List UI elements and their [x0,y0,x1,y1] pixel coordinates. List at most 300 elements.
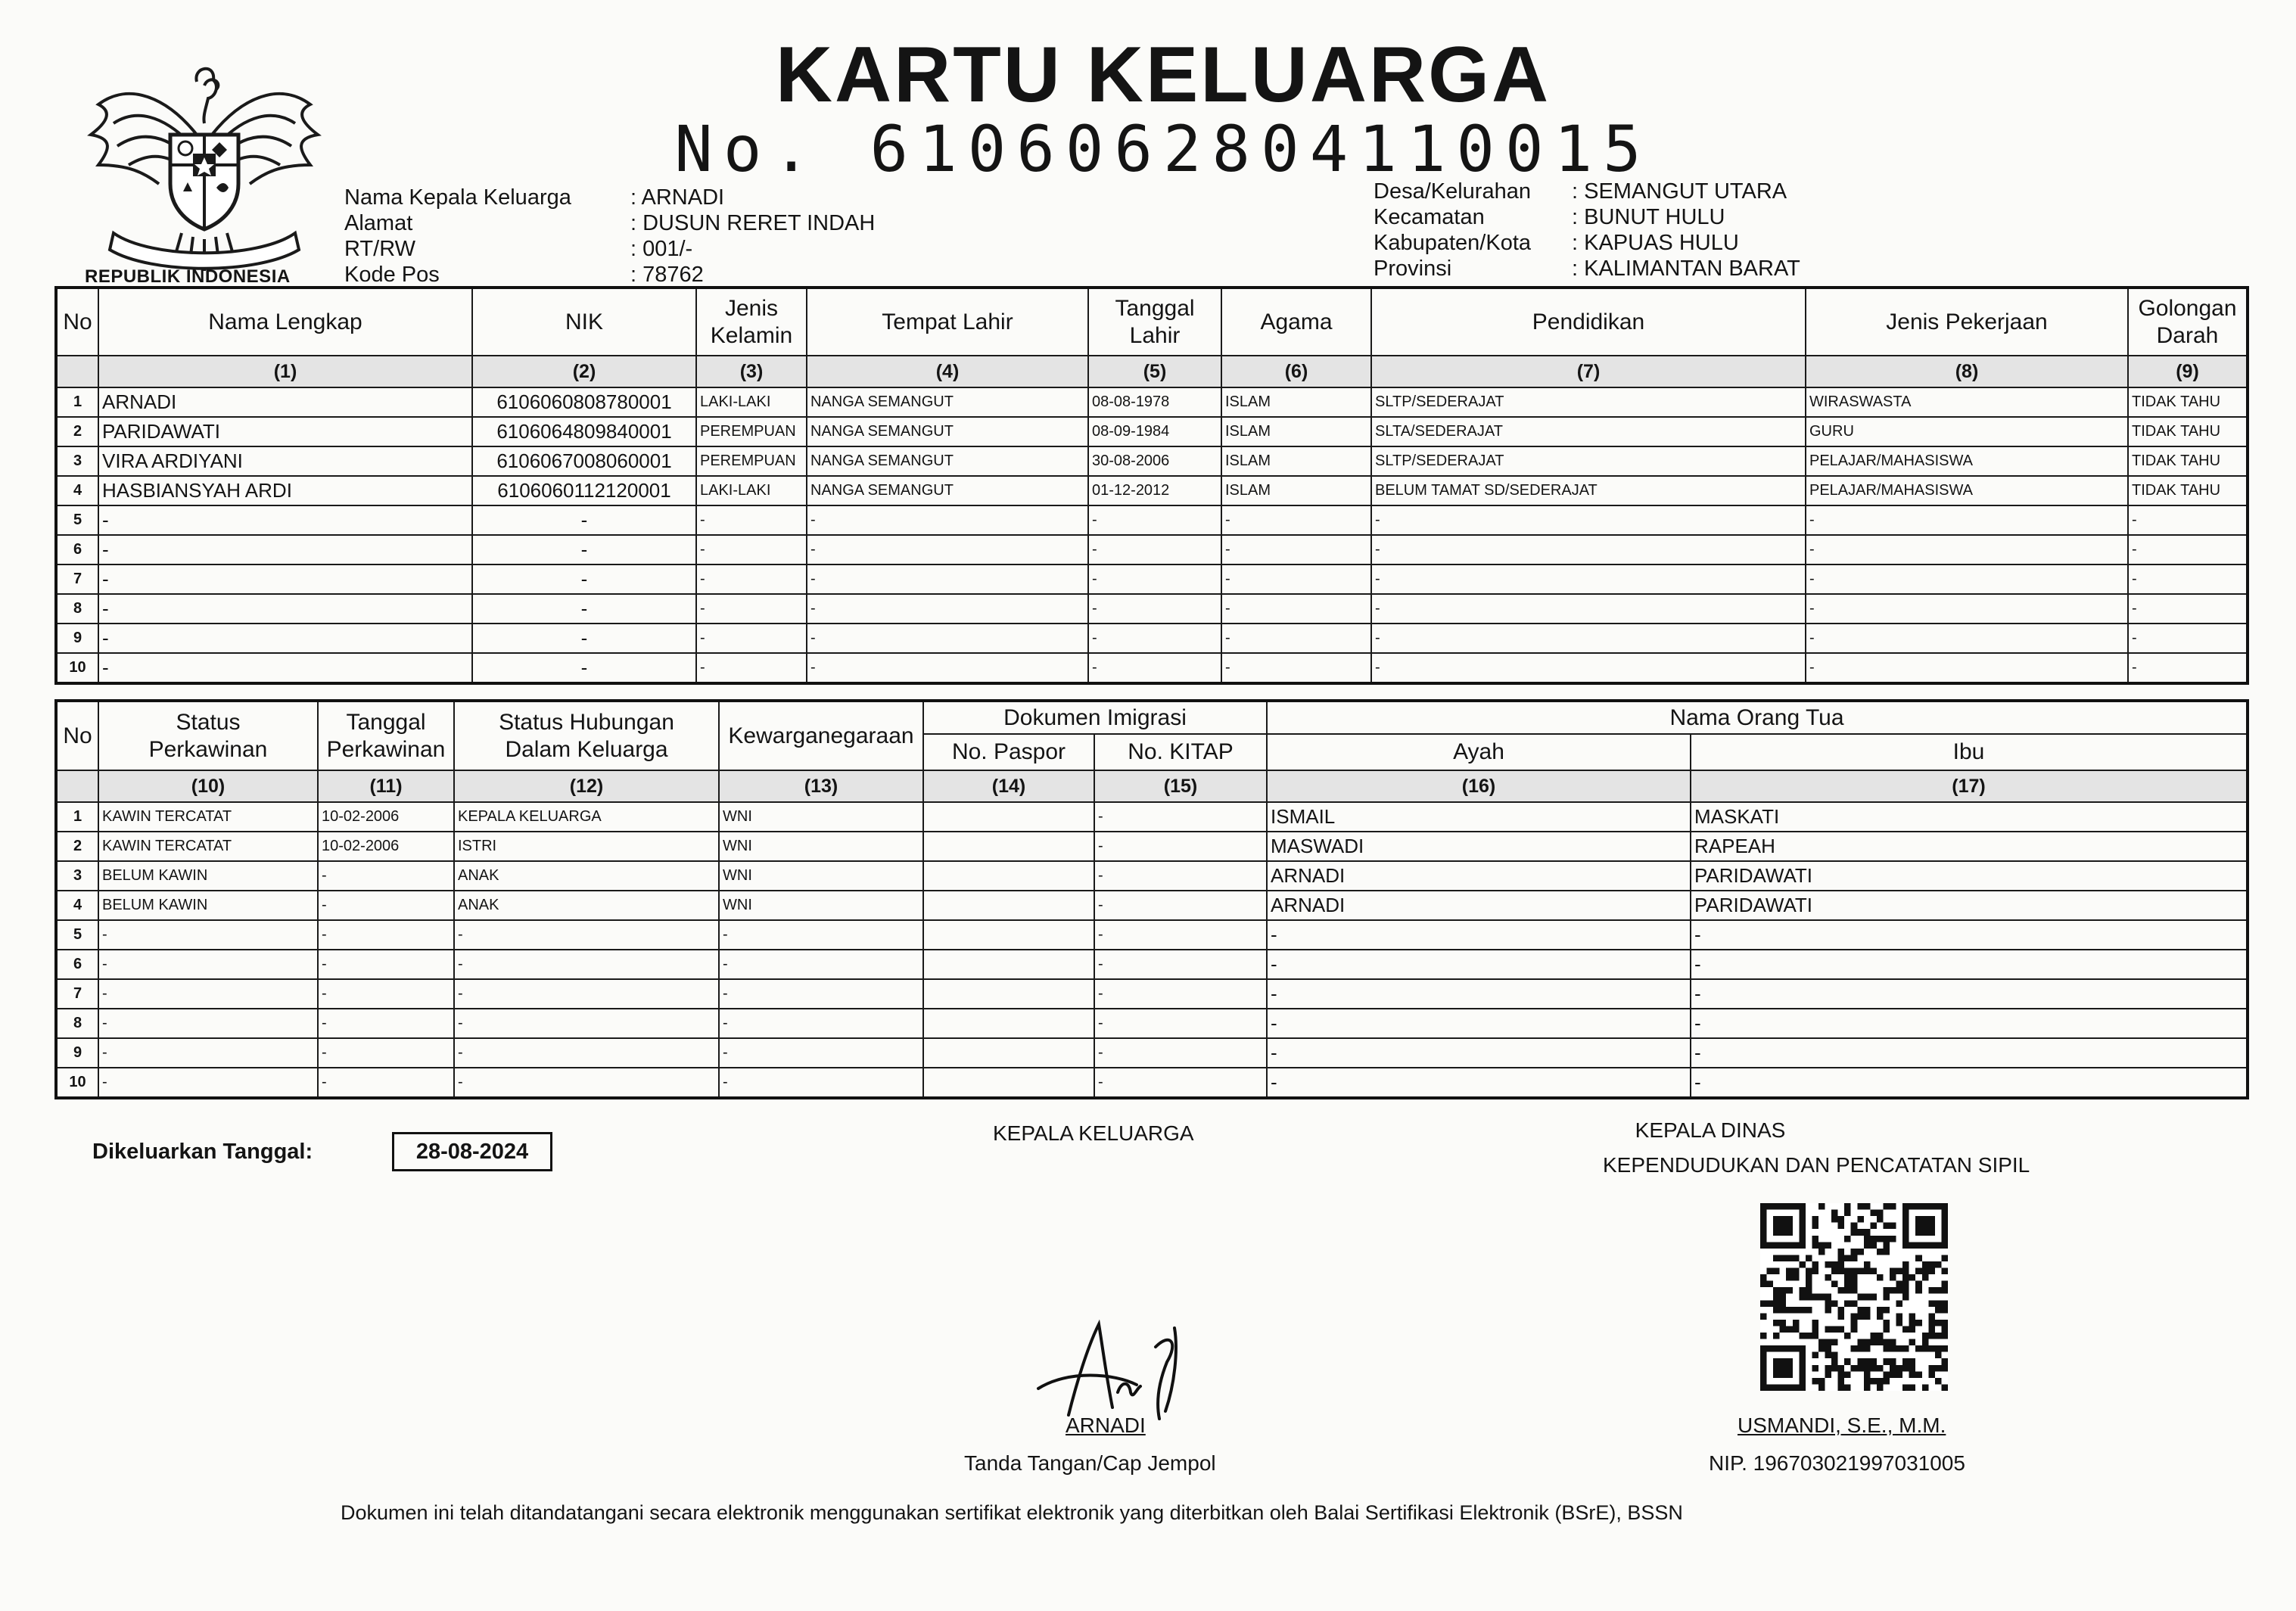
info-row-nama-kepala [344,185,724,210]
cell-jenis-pekerjaan: - [1806,624,2128,653]
cell-status-perkawinan: - [98,1038,318,1068]
cell-tanggal-lahir: 08-09-1984 [1088,417,1221,446]
cell-no-kitap: - [1094,1068,1267,1098]
issued-date-value: 28-08-2024 [392,1132,552,1171]
cell-tanggal-perkawinan: - [318,979,454,1009]
cell-status-perkawinan: KAWIN TERCATAT [98,802,318,832]
cell-agama: - [1221,653,1371,683]
column-number-cell: (2) [472,356,696,387]
family-head-name: ARNADI [1066,1414,1146,1437]
cell-nama-lengkap: - [98,564,472,594]
row-number: 10 [56,1068,98,1098]
cell-status-hubungan: - [454,1038,719,1068]
info-value: : DUSUN RERET INDAH [630,211,876,235]
info-label: Kecamatan [1374,205,1485,229]
cell-nama-lengkap: - [98,535,472,564]
cell-kewarganegaraan: - [719,1068,923,1098]
cell-status-hubungan: ISTRI [454,832,719,861]
col-header-kewarganegaraan: Kewarganegaraan [719,701,923,770]
cell-nama-lengkap: HASBIANSYAH ARDI [98,476,472,505]
row-number: 2 [56,417,98,446]
cell-no-kitap: - [1094,832,1267,861]
cell-jenis-kelamin: LAKI-LAKI [696,476,807,505]
family-status-table [54,699,2249,1099]
cell-jenis-kelamin: - [696,535,807,564]
cell-jenis-pekerjaan: WIRASWASTA [1806,387,2128,417]
cell-tanggal-perkawinan: - [318,861,454,891]
cell-kewarganegaraan: WNI [719,891,923,920]
cell-no-kitap: - [1094,802,1267,832]
cell-agama: - [1221,535,1371,564]
cell-tempat-lahir: NANGA SEMANGUT [807,417,1088,446]
cell-tanggal-lahir: 08-08-1978 [1088,387,1221,417]
cell-nama-lengkap: - [98,624,472,653]
signature-caption: Tanda Tangan/Cap Jempol [964,1451,1216,1475]
cell-pendidikan: SLTA/SEDERAJAT [1371,417,1806,446]
cell-nik: 6106060808780001 [472,387,696,417]
row-number: 10 [56,653,98,683]
cell-no-paspor [923,950,1094,979]
cell-agama: ISLAM [1221,417,1371,446]
col-header-line: Perkawinan [326,736,446,762]
cell-nama-ibu: PARIDAWATI [1691,891,2248,920]
info-label: Kode Pos [344,263,440,287]
cell-no-paspor [923,891,1094,920]
info-value: : 78762 [630,263,704,287]
qr-code-icon [1760,1203,1948,1391]
cell-tanggal-lahir: - [1088,653,1221,683]
info-label: Alamat [344,211,413,235]
column-number-cell: (5) [1088,356,1221,387]
col-header-line: Perkawinan [148,736,268,762]
cell-jenis-kelamin: - [696,653,807,683]
cell-golongan-darah: - [2128,505,2248,535]
row-number: 3 [56,861,98,891]
info-label: Nama Kepala Keluarga [344,185,571,210]
cell-nik: - [472,653,696,683]
cell-kewarganegaraan: WNI [719,861,923,891]
col-header-ayah: Ayah [1267,734,1691,770]
cell-no-paspor [923,1068,1094,1098]
cell-nama-lengkap: VIRA ARDIYANI [98,446,472,476]
cell-golongan-darah: TIDAK TAHU [2128,446,2248,476]
cell-tempat-lahir: - [807,564,1088,594]
cell-tanggal-lahir: - [1088,535,1221,564]
col-header-tanggal-perkawinan [318,701,454,770]
cell-nama-ibu: MASKATI [1691,802,2248,832]
column-number-cell: (4) [807,356,1088,387]
info-value: : SEMANGUT UTARA [1572,179,1787,204]
col-header-line: Status [176,709,241,735]
col-header-tempat-lahir: Tempat Lahir [807,288,1088,356]
cell-pendidikan: SLTP/SEDERAJAT [1371,446,1806,476]
cell-jenis-pekerjaan: PELAJAR/MAHASISWA [1806,476,2128,505]
cell-status-perkawinan: - [98,1009,318,1038]
row-number: 1 [56,387,98,417]
cell-pendidikan: SLTP/SEDERAJAT [1371,387,1806,417]
cell-nama-ibu: PARIDAWATI [1691,861,2248,891]
row-number: 6 [56,535,98,564]
col-header-pendidikan: Pendidikan [1371,288,1806,356]
row-number: 7 [56,979,98,1009]
cell-nama-ibu: RAPEAH [1691,832,2248,861]
table-row [56,979,2248,1009]
info-value: : KAPUAS HULU [1572,231,1739,255]
column-number-cell [56,356,98,387]
column-number-cell: (15) [1094,770,1267,802]
cell-nik: 6106064809840001 [472,417,696,446]
cell-tempat-lahir: NANGA SEMANGUT [807,446,1088,476]
cell-no-paspor [923,979,1094,1009]
cell-nama-ayah: MASWADI [1267,832,1691,861]
info-row-desa [1374,179,1787,204]
cell-nama-ayah: ARNADI [1267,861,1691,891]
row-number: 7 [56,564,98,594]
row-number: 6 [56,950,98,979]
cell-tempat-lahir: NANGA SEMANGUT [807,476,1088,505]
cell-tempat-lahir: - [807,505,1088,535]
cell-nama-ibu: - [1691,979,2248,1009]
cell-kewarganegaraan: - [719,950,923,979]
row-number: 8 [56,1009,98,1038]
cell-status-perkawinan: KAWIN TERCATAT [98,832,318,861]
table-row [56,624,2248,653]
info-label: Kabupaten/Kota [1374,231,1532,255]
col-header-jenis-pekerjaan: Jenis Pekerjaan [1806,288,2128,356]
cell-no-kitap: - [1094,979,1267,1009]
cell-jenis-pekerjaan: PELAJAR/MAHASISWA [1806,446,2128,476]
cell-agama: - [1221,594,1371,624]
cell-nik: - [472,564,696,594]
cell-pendidikan: - [1371,505,1806,535]
table-row [56,594,2248,624]
cell-nik: - [472,505,696,535]
col-header-nama-orang-tua: Nama Orang Tua [1267,701,2248,734]
col-header-line: Kelamin [710,322,793,348]
info-value: : KALIMANTAN BARAT [1572,257,1800,281]
cell-jenis-kelamin: - [696,594,807,624]
cell-golongan-darah: TIDAK TAHU [2128,417,2248,446]
column-number-cell: (14) [923,770,1094,802]
table-row [56,832,2248,861]
cell-kewarganegaraan: - [719,1009,923,1038]
cell-golongan-darah: - [2128,535,2248,564]
cell-tanggal-perkawinan: 10-02-2006 [318,832,454,861]
cell-status-hubungan: - [454,1009,719,1038]
row-number: 2 [56,832,98,861]
column-number-cell: (10) [98,770,318,802]
cell-tanggal-perkawinan: - [318,1038,454,1068]
table-row [56,802,2248,832]
cell-nama-lengkap: PARIDAWATI [98,417,472,446]
cell-nama-ayah: ISMAIL [1267,802,1691,832]
emblem-caption: REPUBLIK INDONESIA [85,266,291,287]
cell-status-perkawinan: - [98,979,318,1009]
row-number: 4 [56,891,98,920]
cell-status-hubungan: KEPALA KELUARGA [454,802,719,832]
cell-jenis-pekerjaan: - [1806,594,2128,624]
cell-no-paspor [923,1038,1094,1068]
cell-tanggal-perkawinan: - [318,920,454,950]
cell-jenis-kelamin: - [696,505,807,535]
col-header-line: Status Hubungan [499,709,674,735]
cell-no-paspor [923,861,1094,891]
cell-agama: - [1221,624,1371,653]
info-row-kabupaten [1374,230,1739,256]
col-header-line: Jenis [724,295,779,321]
col-header-no-paspor: No. Paspor [923,734,1094,770]
cell-no-paspor [923,802,1094,832]
cell-nik: 6106067008060001 [472,446,696,476]
row-number: 9 [56,1038,98,1068]
table-row [56,476,2248,505]
cell-tanggal-lahir: - [1088,594,1221,624]
cell-nama-ayah: - [1267,1068,1691,1098]
table-row [56,950,2248,979]
column-number-row [56,356,2248,387]
family-head-title: KEPALA KELUARGA [993,1121,1194,1145]
cell-kewarganegaraan: - [719,1038,923,1068]
cell-nama-ibu: - [1691,1038,2248,1068]
cell-golongan-darah: - [2128,564,2248,594]
cell-nik: - [472,594,696,624]
cell-golongan-darah: TIDAK TAHU [2128,476,2248,505]
cell-status-hubungan: - [454,950,719,979]
info-value: : 001/- [630,237,693,261]
family-members-table [54,286,2249,685]
cell-golongan-darah: - [2128,624,2248,653]
column-number-cell: (16) [1267,770,1691,802]
table-row [56,1038,2248,1068]
row-number: 5 [56,920,98,950]
cell-no-paspor [923,1009,1094,1038]
cell-status-hubungan: ANAK [454,891,719,920]
cell-status-hubungan: - [454,979,719,1009]
col-header-status-perkawinan [98,701,318,770]
row-number: 4 [56,476,98,505]
cell-nama-ibu: - [1691,950,2248,979]
col-header-line: Tanggal [346,709,426,735]
cell-nama-ayah: ARNADI [1267,891,1691,920]
cell-no-kitap: - [1094,1009,1267,1038]
info-row-provinsi [1374,256,1800,281]
cell-nama-ayah: - [1267,1009,1691,1038]
cell-tanggal-lahir: - [1088,564,1221,594]
e-signature-footnote: Dokumen ini telah ditandatangani secara elektronik menggunakan sertifikat elektronik yang diterbitkan oleh Balai Sertifikasi Elektronik (BSrE), BSSN [341,1501,1683,1524]
row-number: 9 [56,624,98,653]
row-number: 3 [56,446,98,476]
cell-status-perkawinan: BELUM KAWIN [98,861,318,891]
info-value: : BUNUT HULU [1572,205,1725,229]
cell-nama-ayah: - [1267,1038,1691,1068]
cell-jenis-pekerjaan: - [1806,505,2128,535]
cell-pendidikan: - [1371,653,1806,683]
cell-jenis-kelamin: PEREMPUAN [696,446,807,476]
table-row [56,891,2248,920]
table-row [56,1009,2248,1038]
info-label: RT/RW [344,237,415,261]
column-number-cell: (1) [98,356,472,387]
cell-tempat-lahir: - [807,624,1088,653]
table-row [56,564,2248,594]
column-number-cell: (13) [719,770,923,802]
official-nip: NIP. 196703021997031005 [1709,1451,1965,1475]
column-number-cell: (12) [454,770,719,802]
col-header-tanggal-lahir [1088,288,1221,356]
cell-pendidikan: - [1371,535,1806,564]
cell-no-paspor [923,832,1094,861]
cell-nama-ibu: - [1691,920,2248,950]
cell-tanggal-perkawinan: - [318,891,454,920]
cell-nama-lengkap: ARNADI [98,387,472,417]
col-header-line: Darah [2156,322,2219,348]
cell-golongan-darah: - [2128,653,2248,683]
cell-kewarganegaraan: WNI [719,802,923,832]
cell-tanggal-lahir: - [1088,624,1221,653]
cell-nama-ayah: - [1267,920,1691,950]
cell-no-paspor [923,920,1094,950]
cell-tempat-lahir: NANGA SEMANGUT [807,387,1088,417]
cell-tanggal-perkawinan: 10-02-2006 [318,802,454,832]
cell-nama-ibu: - [1691,1009,2248,1038]
cell-agama: - [1221,564,1371,594]
table-header-row [56,288,2248,356]
col-header-jenis-kelamin [696,288,807,356]
table-row [56,535,2248,564]
col-header-no: No [56,288,98,356]
col-header-no: No [56,701,98,770]
row-number: 8 [56,594,98,624]
cell-nik: 6106060112120001 [472,476,696,505]
cell-jenis-pekerjaan: - [1806,535,2128,564]
cell-status-hubungan: - [454,920,719,950]
cell-nama-lengkap: - [98,653,472,683]
cell-tanggal-lahir: 30-08-2006 [1088,446,1221,476]
table-row [56,653,2248,683]
cell-nik: - [472,624,696,653]
cell-jenis-pekerjaan: - [1806,653,2128,683]
cell-status-perkawinan: - [98,950,318,979]
info-label: Provinsi [1374,257,1452,281]
cell-status-perkawinan: - [98,1068,318,1098]
info-label: Desa/Kelurahan [1374,179,1531,204]
cell-nama-lengkap: - [98,594,472,624]
table-row [56,861,2248,891]
cell-status-perkawinan: BELUM KAWIN [98,891,318,920]
cell-no-kitap: - [1094,950,1267,979]
cell-tempat-lahir: - [807,653,1088,683]
cell-pendidikan: - [1371,594,1806,624]
cell-tanggal-perkawinan: - [318,1068,454,1098]
cell-nama-ibu: - [1691,1068,2248,1098]
cell-golongan-darah: TIDAK TAHU [2128,387,2248,417]
cell-nik: - [472,535,696,564]
col-header-golongan-darah [2128,288,2248,356]
cell-kewarganegaraan: - [719,920,923,950]
agency-title: KEPALA DINAS [1635,1118,1786,1142]
cell-no-kitap: - [1094,920,1267,950]
cell-tanggal-perkawinan: - [318,1009,454,1038]
official-name: USMANDI, S.E., M.M. [1738,1414,1946,1437]
column-number-cell: (6) [1221,356,1371,387]
col-header-status-hubungan [454,701,719,770]
cell-tanggal-perkawinan: - [318,950,454,979]
cell-pendidikan: - [1371,624,1806,653]
table-row [56,387,2248,417]
cell-tanggal-lahir: 01-12-2012 [1088,476,1221,505]
row-number: 5 [56,505,98,535]
table-row [56,417,2248,446]
cell-jenis-kelamin: - [696,624,807,653]
col-header-nik: NIK [472,288,696,356]
info-value: : ARNADI [630,185,725,210]
info-row-kecamatan [1374,204,1725,230]
column-number-cell: (11) [318,770,454,802]
agency-name: KEPENDUDUKAN DAN PENCATATAN SIPIL [1603,1153,2030,1177]
table-row [56,920,2248,950]
col-header-dokumen-imigrasi: Dokumen Imigrasi [923,701,1267,734]
cell-pendidikan: - [1371,564,1806,594]
cell-agama: ISLAM [1221,476,1371,505]
cell-tempat-lahir: - [807,594,1088,624]
cell-no-kitap: - [1094,891,1267,920]
cell-no-kitap: - [1094,861,1267,891]
cell-nama-ayah: - [1267,979,1691,1009]
column-number-cell: (8) [1806,356,2128,387]
cell-tempat-lahir: - [807,535,1088,564]
info-row-alamat [344,210,875,236]
issued-date-label: Dikeluarkan Tanggal: [92,1140,313,1164]
col-header-ibu: Ibu [1691,734,2248,770]
col-header-line: Tanggal [1115,295,1195,321]
cell-kewarganegaraan: WNI [719,832,923,861]
cell-jenis-kelamin: PEREMPUAN [696,417,807,446]
col-header-line: Golongan [2138,295,2237,321]
cell-jenis-kelamin: - [696,564,807,594]
column-number-cell [56,770,98,802]
cell-agama: ISLAM [1221,446,1371,476]
col-header-agama: Agama [1221,288,1371,356]
cell-jenis-pekerjaan: - [1806,564,2128,594]
cell-agama: - [1221,505,1371,535]
cell-status-hubungan: - [454,1068,719,1098]
document-number: No. 6106062804110015 [674,112,1652,186]
column-number-cell: (17) [1691,770,2248,802]
cell-agama: ISLAM [1221,387,1371,417]
cell-golongan-darah: - [2128,594,2248,624]
cell-status-perkawinan: - [98,920,318,950]
cell-tanggal-lahir: - [1088,505,1221,535]
cell-nama-lengkap: - [98,505,472,535]
cell-jenis-pekerjaan: GURU [1806,417,2128,446]
cell-jenis-kelamin: LAKI-LAKI [696,387,807,417]
col-header-nama-lengkap: Nama Lengkap [98,288,472,356]
col-header-line: Dalam Keluarga [505,736,668,762]
table-row [56,505,2248,535]
column-number-cell: (7) [1371,356,1806,387]
column-number-cell: (9) [2128,356,2248,387]
column-number-cell: (3) [696,356,807,387]
col-header-line: Lahir [1129,322,1181,348]
table-row [56,446,2248,476]
cell-no-kitap: - [1094,1038,1267,1068]
col-header-no-kitap: No. KITAP [1094,734,1267,770]
cell-pendidikan: BELUM TAMAT SD/SEDERAJAT [1371,476,1806,505]
document-title: KARTU KELUARGA [775,31,1551,119]
cell-nama-ayah: - [1267,950,1691,979]
cell-status-hubungan: ANAK [454,861,719,891]
table-header-row [56,701,2248,734]
